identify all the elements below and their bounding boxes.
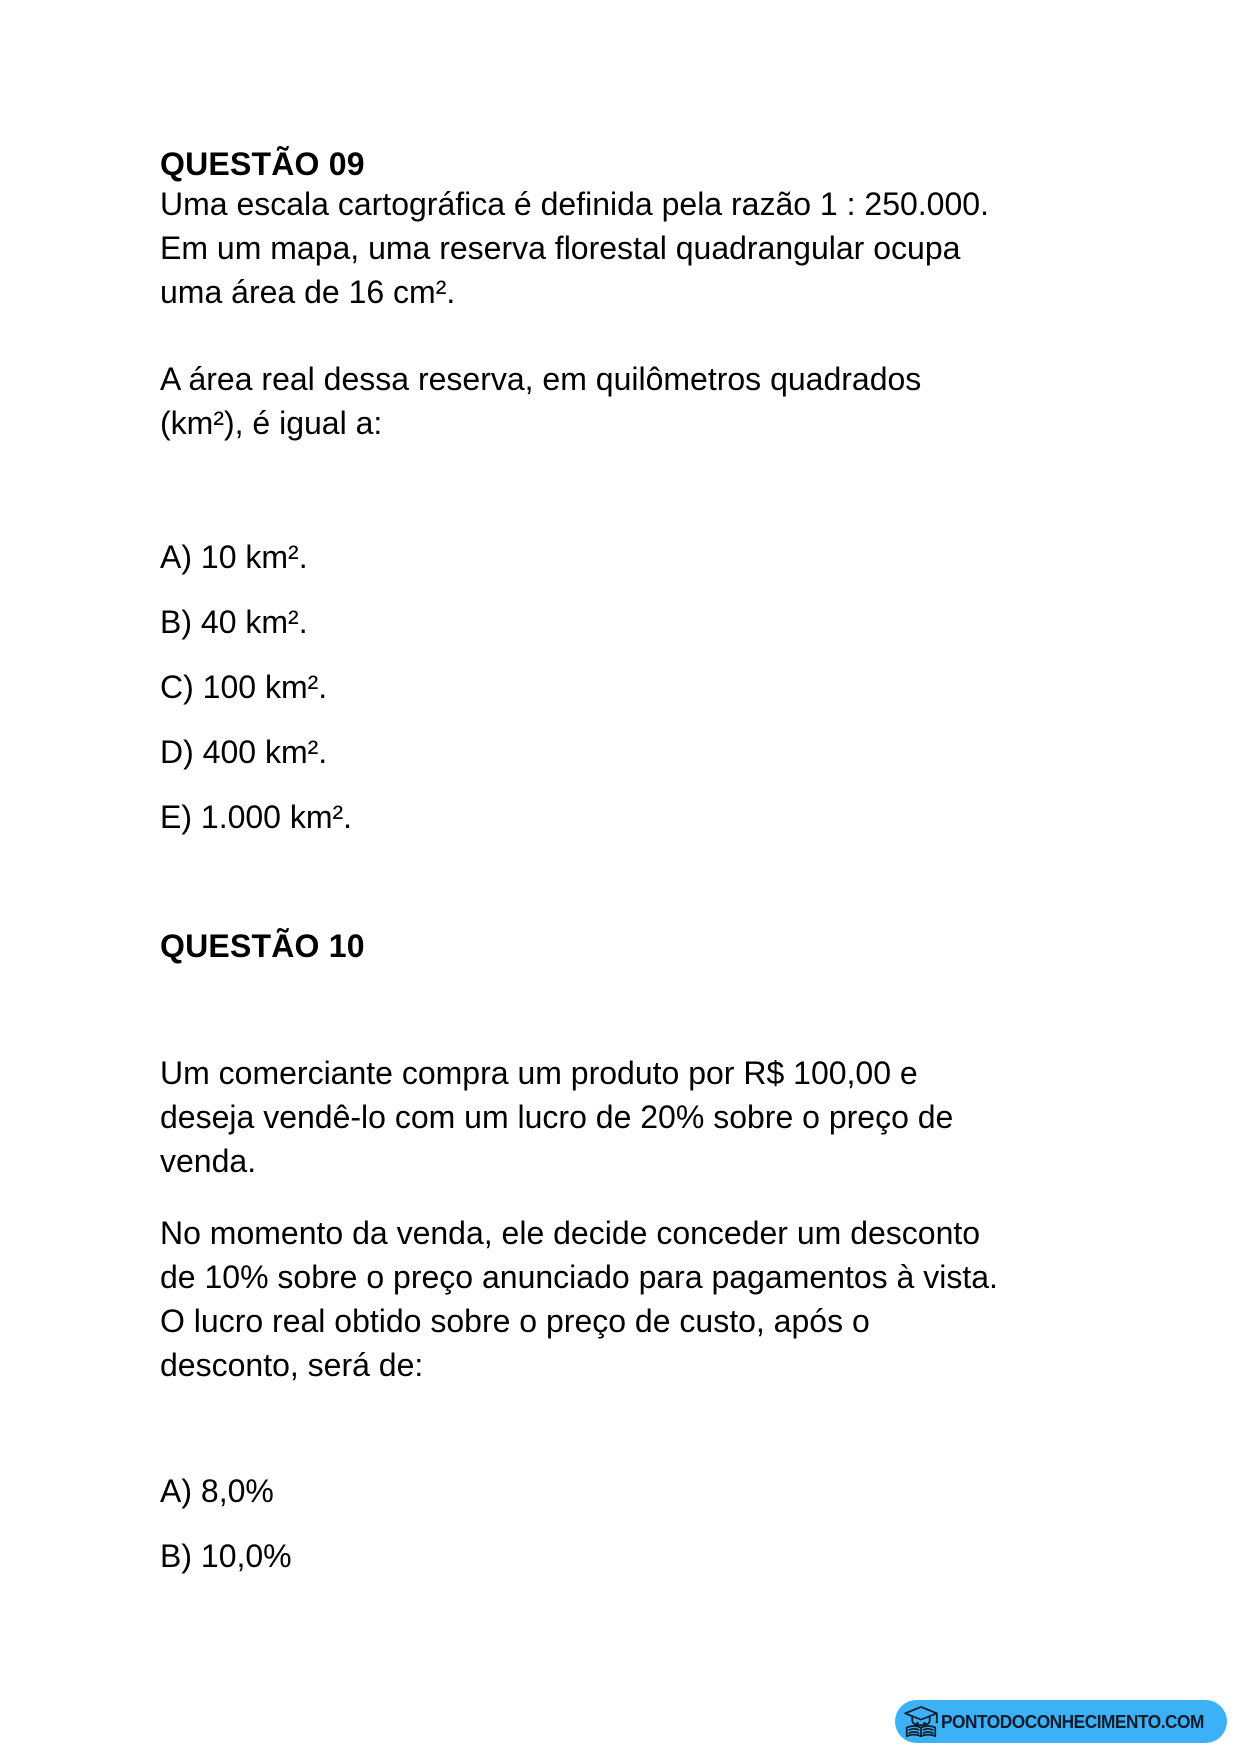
question-09-title: QUESTÃO 09 — [160, 146, 365, 182]
question-09-paragraph-2 — [160, 357, 1060, 445]
question-10-text-line: Um comerciante compra um produto por R$ 100,00 e — [160, 1055, 918, 1091]
question-09-option-c: C) 100 km². — [160, 669, 328, 705]
question-10-text-line: No momento da venda, ele decide conceder um desconto — [160, 1215, 981, 1251]
question-09-option-e: E) 1.000 km². — [160, 799, 353, 835]
question-10-text-line: de 10% sobre o preço anunciado para pagamentos à vista. — [160, 1259, 998, 1295]
question-10-option-b: B) 10,0% — [160, 1538, 292, 1574]
question-09-paragraph-1 — [160, 182, 1060, 314]
question-10-options — [160, 1469, 1060, 1578]
question-09-text-line: A área real dessa reserva, em quilômetros quadrados — [160, 361, 922, 397]
brand-badge-label: PONTODOCONHECIMENTO.COM — [941, 1711, 1205, 1732]
question-10-text-line: venda. — [160, 1143, 257, 1179]
brand-badge[interactable] — [895, 1700, 1227, 1743]
page-content — [160, 142, 1060, 1578]
question-09-section — [160, 142, 1060, 839]
question-09-options — [160, 535, 1060, 839]
question-10-section — [160, 924, 1060, 1578]
question-09-text-line: (km²), é igual a: — [160, 405, 383, 441]
question-09-option-b: B) 40 km². — [160, 604, 308, 640]
question-09-option-a: A) 10 km². — [160, 539, 308, 575]
question-10-text-line: desconto, será de: — [160, 1347, 424, 1383]
question-10-paragraph-1 — [160, 1051, 1060, 1183]
question-09-option-d: D) 400 km². — [160, 734, 328, 770]
question-09-text-line: Em um mapa, uma reserva florestal quadrangular ocupa — [160, 230, 961, 266]
graduate-reading-book-icon — [901, 1702, 941, 1742]
question-10-text-line: deseja vendê-lo com um lucro de 20% sobre o preço de — [160, 1099, 954, 1135]
question-09-text-line: uma área de 16 cm². — [160, 274, 456, 310]
question-10-title: QUESTÃO 10 — [160, 928, 365, 964]
question-09-text-line: Uma escala cartográfica é definida pela razão 1 : 250.000. — [160, 186, 989, 222]
question-10-option-a: A) 8,0% — [160, 1473, 274, 1509]
question-10-paragraph-2 — [160, 1211, 1060, 1387]
question-10-text-line: O lucro real obtido sobre o preço de custo, após o — [160, 1303, 870, 1339]
